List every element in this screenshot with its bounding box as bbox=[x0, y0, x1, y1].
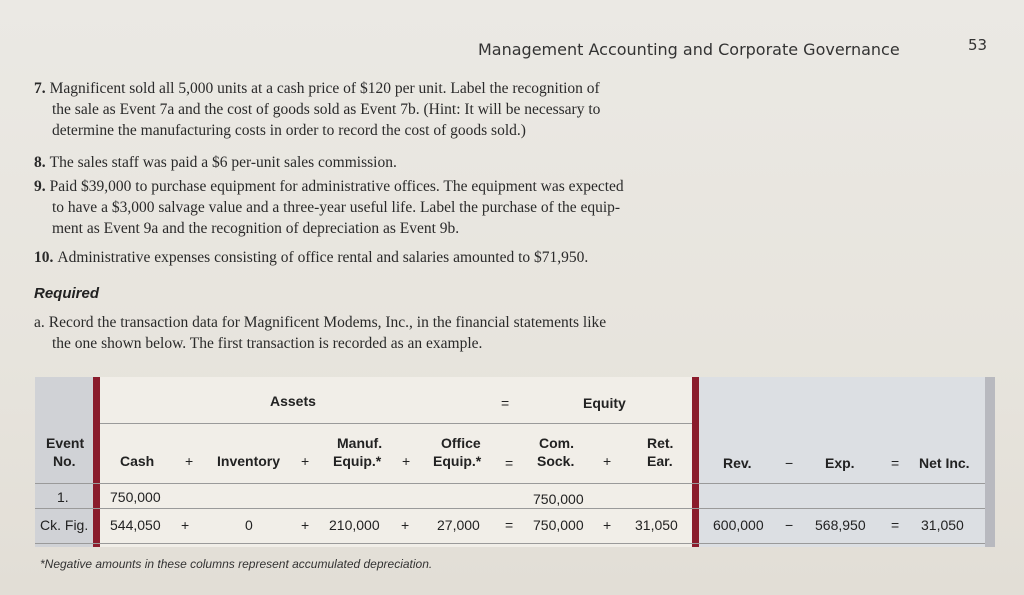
plus-sign: + bbox=[401, 517, 410, 533]
col-header-cash: Cash bbox=[120, 453, 155, 469]
item-number: 7. bbox=[34, 80, 46, 97]
item-text-line: the sale as Event 7a and the cost of goods sold as Event 7b. (Hint: It will be necessary to bbox=[52, 101, 601, 118]
row2-common-stock: 750,000 bbox=[533, 517, 584, 533]
row2-cash: 544,050 bbox=[110, 517, 161, 533]
equity-header: Equity bbox=[583, 395, 626, 411]
part-text-line: the one shown below. The first transaction is recorded as an example. bbox=[52, 335, 483, 352]
col-header-manuf: Manuf. bbox=[337, 435, 383, 451]
item-text-line: The sales staff was paid a $6 per-unit sales commission. bbox=[49, 154, 397, 171]
table-footnote: *Negative amounts in these columns represent accumulated depreciation. bbox=[40, 557, 433, 571]
assets-header: Assets bbox=[270, 393, 316, 409]
part-a bbox=[34, 312, 754, 354]
equals-sign: = bbox=[891, 455, 900, 471]
row1-common-stock: 750,000 bbox=[533, 491, 584, 507]
col-header-office: Office bbox=[441, 435, 481, 451]
row2-net-income: 31,050 bbox=[921, 517, 964, 533]
row2-expenses: 568,950 bbox=[815, 517, 866, 533]
rule bbox=[100, 423, 692, 424]
minus-sign: − bbox=[785, 517, 794, 533]
row2-office-equip: 27,000 bbox=[437, 517, 480, 533]
divider-bar bbox=[93, 377, 100, 547]
rule bbox=[35, 543, 985, 544]
list-item-7 bbox=[34, 78, 754, 141]
item-number: 9. bbox=[34, 178, 46, 195]
required-heading: Required bbox=[34, 285, 100, 302]
plus-sign: + bbox=[185, 453, 194, 469]
plus-sign: + bbox=[301, 517, 310, 533]
plus-sign: + bbox=[301, 453, 310, 469]
row2-inventory: 0 bbox=[245, 517, 253, 533]
equals-sign: = bbox=[501, 395, 510, 411]
row2-revenue: 600,000 bbox=[713, 517, 764, 533]
item-text-line: Administrative expenses consisting of office rental and salaries amounted to $71,950. bbox=[57, 249, 589, 266]
item-number: 10. bbox=[34, 249, 54, 266]
col-header-com: Com. bbox=[539, 435, 574, 451]
minus-sign: − bbox=[785, 455, 794, 471]
equals-sign: = bbox=[505, 455, 514, 471]
col-header-manuf-equip: Equip.* bbox=[333, 453, 382, 469]
plus-sign: + bbox=[603, 453, 612, 469]
table-edge bbox=[985, 377, 995, 547]
plus-sign: + bbox=[181, 517, 190, 533]
rule bbox=[35, 483, 985, 484]
list-item-8 bbox=[34, 152, 754, 173]
col-header-net-income: Net Inc. bbox=[919, 455, 970, 471]
col-header-no: No. bbox=[53, 453, 76, 469]
col-header-ret: Ret. bbox=[647, 435, 674, 451]
col-header-exp: Exp. bbox=[825, 455, 855, 471]
running-header: Management Accounting and Corporate Governance bbox=[478, 40, 900, 59]
page-number: 53 bbox=[968, 36, 988, 54]
row2-retained-earnings: 31,050 bbox=[635, 517, 678, 533]
col-header-inventory: Inventory bbox=[217, 453, 281, 469]
plus-sign: + bbox=[402, 453, 411, 469]
row1-event: 1. bbox=[57, 489, 69, 505]
item-text-line: to have a $3,000 salvage value and a three-year useful life. Label the purchase of the equip- bbox=[52, 199, 621, 216]
col-header-event: Event bbox=[46, 435, 85, 451]
row1-cash: 750,000 bbox=[110, 489, 161, 505]
part-letter: a. bbox=[34, 314, 45, 331]
equals-sign: = bbox=[891, 517, 900, 533]
item-text-line: Paid $39,000 to purchase equipment for administrative offices. The equipment was expected bbox=[49, 178, 624, 195]
rule bbox=[35, 508, 985, 509]
col-header-com-stock: Sock. bbox=[537, 453, 575, 469]
col-header-rev: Rev. bbox=[723, 455, 752, 471]
item-number: 8. bbox=[34, 154, 46, 171]
equals-sign: = bbox=[505, 517, 514, 533]
divider-bar bbox=[692, 377, 699, 547]
col-header-office-equip: Equip.* bbox=[433, 453, 482, 469]
item-text-line: determine the manufacturing costs in order to record the cost of goods sold.) bbox=[52, 122, 526, 139]
col-header-ret-ear: Ear. bbox=[647, 453, 673, 469]
list-item-10 bbox=[34, 247, 754, 268]
plus-sign: + bbox=[603, 517, 612, 533]
list-item-9 bbox=[34, 176, 754, 239]
financial-statements-table bbox=[35, 377, 995, 547]
item-text-line: Magnificent sold all 5,000 units at a cash price of $120 per unit. Label the recognition of bbox=[49, 80, 600, 97]
row2-event: Ck. Fig. bbox=[40, 517, 89, 533]
part-text-line: Record the transaction data for Magnificent Modems, Inc., in the financial statements like bbox=[48, 314, 607, 331]
row2-manuf-equip: 210,000 bbox=[329, 517, 380, 533]
item-text-line: ment as Event 9a and the recognition of depreciation as Event 9b. bbox=[52, 220, 460, 237]
